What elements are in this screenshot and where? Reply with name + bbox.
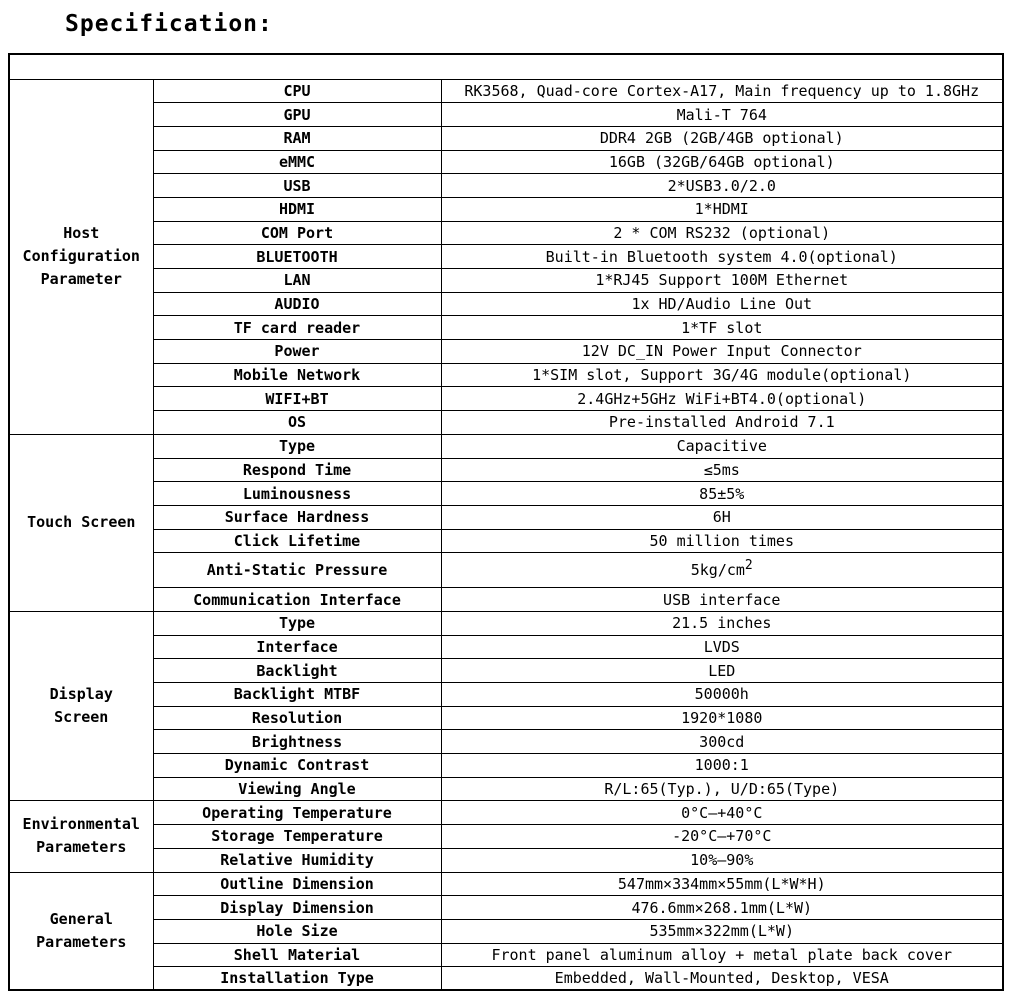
param-cell: Backlight MTBF — [153, 683, 441, 707]
param-cell: Shell Material — [153, 943, 441, 967]
param-cell: OS — [153, 411, 441, 435]
value-cell: LVDS — [441, 635, 1003, 659]
value-cell: 50000h — [441, 683, 1003, 707]
table-row — [9, 197, 1003, 221]
param-cell: WIFI+BT — [153, 387, 441, 411]
category-line: Parameters — [36, 932, 127, 951]
table-row — [9, 316, 1003, 340]
category-cell — [9, 611, 153, 801]
category-line: General — [49, 909, 113, 928]
table-row — [9, 363, 1003, 387]
value-cell: 476.6mm×268.1mm(L*W) — [441, 896, 1003, 920]
value-cell: 1000:1 — [441, 754, 1003, 778]
param-cell: Luminousness — [153, 482, 441, 506]
value-cell: ≤5ms — [441, 458, 1003, 482]
param-cell: eMMC — [153, 150, 441, 174]
table-row — [9, 683, 1003, 707]
param-cell: Relative Humidity — [153, 848, 441, 872]
table-row — [9, 505, 1003, 529]
value-cell: 1*HDMI — [441, 197, 1003, 221]
param-cell: Communication Interface — [153, 588, 441, 612]
value-cell: RK3568, Quad-core Cortex-A17, Main frequency up to 1.8GHz — [441, 79, 1003, 103]
table-row — [9, 730, 1003, 754]
table-row — [9, 174, 1003, 198]
table-row — [9, 269, 1003, 293]
value-cell — [441, 553, 1003, 588]
value-cell: 547mm×334mm×55mm(L*W*H) — [441, 872, 1003, 896]
category-line: Touch Screen — [27, 513, 136, 532]
param-cell: LAN — [153, 269, 441, 293]
value-superscript: 2 — [744, 558, 753, 574]
value-cell: 12V DC_IN Power Input Connector — [441, 340, 1003, 364]
table-row — [9, 801, 1003, 825]
value-cell: 300cd — [441, 730, 1003, 754]
param-cell: Resolution — [153, 706, 441, 730]
param-cell: Interface — [153, 635, 441, 659]
value-text: 5kg/cm — [690, 561, 745, 580]
param-cell: Hole Size — [153, 919, 441, 943]
table-row — [9, 411, 1003, 435]
category-cell — [9, 872, 153, 990]
category-cell — [9, 801, 153, 872]
category-line: Screen — [54, 708, 109, 727]
param-cell: RAM — [153, 126, 441, 150]
table-row — [9, 529, 1003, 553]
value-cell: 1*RJ45 Support 100M Ethernet — [441, 269, 1003, 293]
param-cell: Power — [153, 340, 441, 364]
table-row — [9, 482, 1003, 506]
value-cell: LED — [441, 659, 1003, 683]
param-cell: AUDIO — [153, 292, 441, 316]
param-cell: Type — [153, 611, 441, 635]
value-cell: 50 million times — [441, 529, 1003, 553]
value-cell: 1920*1080 — [441, 706, 1003, 730]
value-cell: 535mm×322mm(L*W) — [441, 919, 1003, 943]
table-row — [9, 825, 1003, 849]
table-row — [9, 611, 1003, 635]
table-row — [9, 245, 1003, 269]
param-cell: Type — [153, 434, 441, 458]
table-row — [9, 872, 1003, 896]
param-cell: Storage Temperature — [153, 825, 441, 849]
value-cell: 1*SIM slot, Support 3G/4G module(optional) — [441, 363, 1003, 387]
value-cell: Capacitive — [441, 434, 1003, 458]
param-cell: Operating Temperature — [153, 801, 441, 825]
param-cell: Dynamic Contrast — [153, 754, 441, 778]
table-row — [9, 896, 1003, 920]
value-cell: 2*USB3.0/2.0 — [441, 174, 1003, 198]
value-cell: 2 * COM RS232 (optional) — [441, 221, 1003, 245]
category-line: Environmental — [22, 815, 140, 834]
value-cell: Pre-installed Android 7.1 — [441, 411, 1003, 435]
table-row — [9, 387, 1003, 411]
value-cell: 0°C—+40°C — [441, 801, 1003, 825]
spec-table-body — [9, 54, 1003, 990]
category-line: Parameters — [36, 838, 127, 857]
table-row — [9, 777, 1003, 801]
table-row — [9, 458, 1003, 482]
value-cell: Mali-T 764 — [441, 103, 1003, 127]
category-line: Configuration — [22, 247, 140, 266]
table-row — [9, 943, 1003, 967]
category-line: Parameter — [40, 270, 122, 289]
table-row — [9, 340, 1003, 364]
param-cell: CPU — [153, 79, 441, 103]
param-cell: Brightness — [153, 730, 441, 754]
table-top-empty-row — [9, 54, 1003, 79]
value-cell: 1*TF slot — [441, 316, 1003, 340]
value-cell: R/L:65(Typ.), U/D:65(Type) — [441, 777, 1003, 801]
table-row — [9, 292, 1003, 316]
table-row — [9, 635, 1003, 659]
category-cell — [9, 79, 153, 434]
table-row — [9, 150, 1003, 174]
param-cell: USB — [153, 174, 441, 198]
value-cell: 1x HD/Audio Line Out — [441, 292, 1003, 316]
param-cell: BLUETOOTH — [153, 245, 441, 269]
value-cell: Embedded, Wall-Mounted, Desktop, VESA — [441, 967, 1003, 991]
page-title: Specification: — [65, 11, 273, 37]
value-cell: 6H — [441, 505, 1003, 529]
table-row — [9, 221, 1003, 245]
value-cell: 21.5 inches — [441, 611, 1003, 635]
category-line: Display — [49, 685, 113, 704]
table-row — [9, 754, 1003, 778]
param-cell: GPU — [153, 103, 441, 127]
value-cell: Built-in Bluetooth system 4.0(optional) — [441, 245, 1003, 269]
value-cell: DDR4 2GB (2GB/4GB optional) — [441, 126, 1003, 150]
value-cell: 16GB (32GB/64GB optional) — [441, 150, 1003, 174]
specification-table — [8, 53, 1004, 991]
table-row — [9, 588, 1003, 612]
param-cell: Backlight — [153, 659, 441, 683]
param-cell: Installation Type — [153, 967, 441, 991]
param-cell: Click Lifetime — [153, 529, 441, 553]
table-row — [9, 434, 1003, 458]
table-row — [9, 706, 1003, 730]
param-cell: HDMI — [153, 197, 441, 221]
empty-header-cell — [9, 54, 1003, 79]
table-row — [9, 103, 1003, 127]
value-cell: USB interface — [441, 588, 1003, 612]
value-cell: -20°C—+70°C — [441, 825, 1003, 849]
table-row — [9, 553, 1003, 588]
param-cell: Surface Hardness — [153, 505, 441, 529]
table-row — [9, 79, 1003, 103]
param-cell: Viewing Angle — [153, 777, 441, 801]
category-line: Host — [63, 224, 100, 243]
value-cell: Front panel aluminum alloy + metal plate back cover — [441, 943, 1003, 967]
value-cell: 85±5% — [441, 482, 1003, 506]
param-cell: Mobile Network — [153, 363, 441, 387]
table-row — [9, 659, 1003, 683]
param-cell: Respond Time — [153, 458, 441, 482]
category-cell — [9, 434, 153, 611]
param-cell: Display Dimension — [153, 896, 441, 920]
table-row — [9, 967, 1003, 991]
table-row — [9, 919, 1003, 943]
value-cell: 2.4GHz+5GHz WiFi+BT4.0(optional) — [441, 387, 1003, 411]
param-cell: Outline Dimension — [153, 872, 441, 896]
value-cell: 10%—90% — [441, 848, 1003, 872]
table-row — [9, 126, 1003, 150]
param-cell: COM Port — [153, 221, 441, 245]
param-cell: TF card reader — [153, 316, 441, 340]
param-cell: Anti-Static Pressure — [153, 553, 441, 588]
table-row — [9, 848, 1003, 872]
